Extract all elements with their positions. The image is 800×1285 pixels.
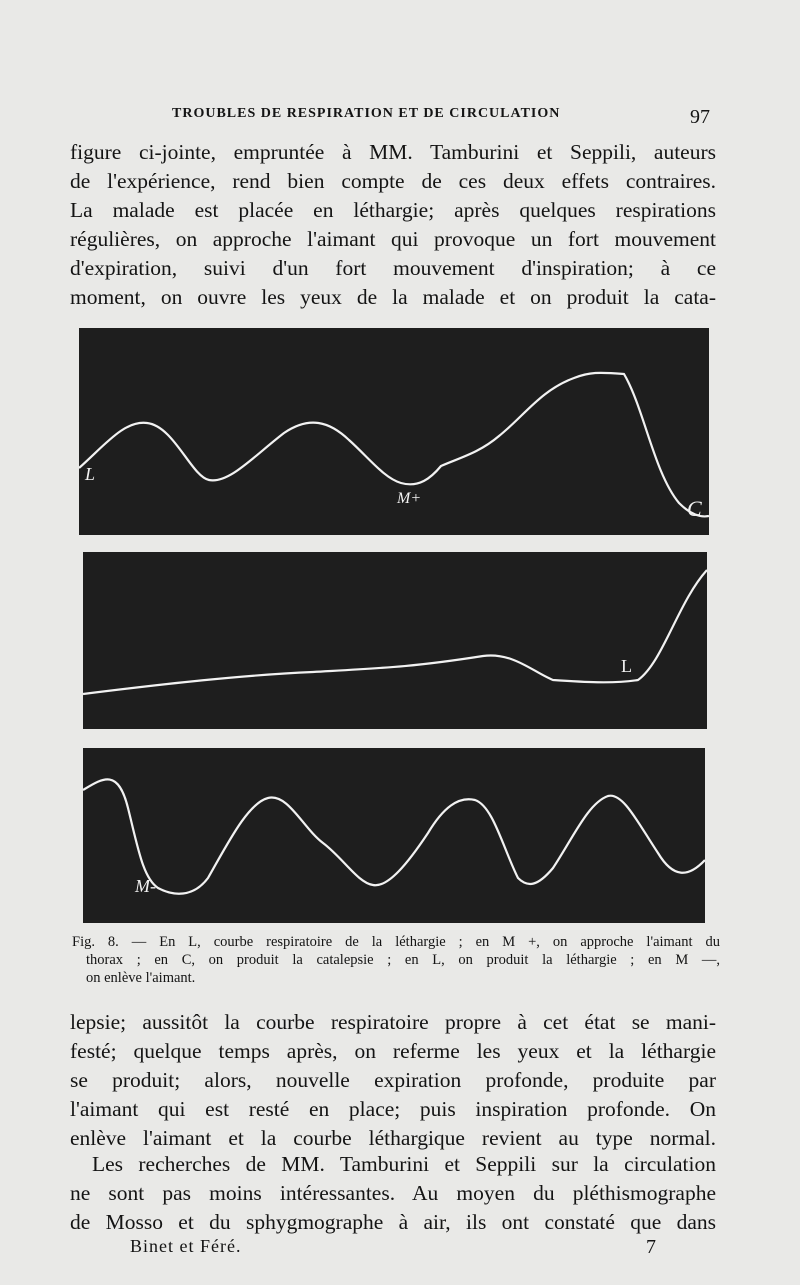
trace-curve (79, 373, 709, 517)
caption-line: thorax ; en C, on produit la catalepsie ; en L, on produit la léthargie ; en M —, (86, 952, 720, 968)
trace-curve (83, 779, 705, 893)
text-line: festé; quelque temps après, on referme les yeux et la léthargie (70, 1039, 716, 1063)
caption-line: Fig. 8. — En L, courbe respiratoire de la léthargie ; en M +, on approche l'aimant du (72, 934, 720, 950)
trace-panel-1 (79, 328, 709, 535)
text-line: de l'expérience, rend bien compte de ces deux effets contraires. (70, 169, 716, 193)
respiration-trace-1 (79, 328, 709, 535)
label-M-plus: M+ (397, 490, 422, 507)
text-line: moment, on ouvre les yeux de la malade et on produit la cata- (70, 285, 716, 309)
figure-caption (72, 933, 720, 987)
text-line: enlève l'aimant et la courbe léthargique revient au type normal. (70, 1126, 716, 1150)
respiration-trace-2 (83, 552, 707, 729)
paragraph-1 (70, 138, 716, 312)
caption-line: on enlève l'aimant. (86, 970, 196, 986)
label-L: L (621, 656, 632, 676)
running-title: TROUBLES DE RESPIRATION ET DE CIRCULATION (172, 106, 561, 121)
text-line: de Mosso et du sphygmographe à air, ils ont constaté que dans (70, 1210, 716, 1234)
text-line: l'aimant qui est resté en place; puis inspiration profonde. On (70, 1097, 716, 1121)
paragraph-2 (70, 1008, 716, 1153)
text-line: régulières, on approche l'aimant qui provoque un fort mouvement (70, 227, 716, 251)
text-line: se produit; alors, nouvelle expiration profonde, produite par (70, 1068, 716, 1092)
text-line: figure ci-jointe, empruntée à MM. Tamburini et Seppili, auteurs (70, 140, 716, 164)
trace-curve (83, 570, 707, 694)
label-M-minus: M- (135, 876, 156, 896)
paragraph-3 (70, 1150, 716, 1237)
label-L: L (85, 464, 96, 484)
text-line: ne sont pas moins intéressantes. Au moyen du pléthismographe (70, 1181, 716, 1205)
page-number: 97 (690, 106, 710, 128)
text-line: Les recherches de MM. Tamburini et Seppili sur la circulation (92, 1152, 716, 1176)
trace-panel-3 (83, 748, 705, 923)
footer-authors: Binet et Féré. (130, 1236, 242, 1256)
signature-mark: 7 (646, 1236, 656, 1258)
text-line: d'expiration, suivi d'un fort mouvement d'inspiration; à ce (70, 256, 716, 280)
label-C: C (687, 496, 702, 521)
text-line: La malade est placée en léthargie; après quelques respirations (70, 198, 716, 222)
text-line: lepsie; aussitôt la courbe respiratoire propre à cet état se mani- (70, 1010, 716, 1034)
respiration-trace-3 (83, 748, 705, 923)
trace-panel-2 (83, 552, 707, 729)
